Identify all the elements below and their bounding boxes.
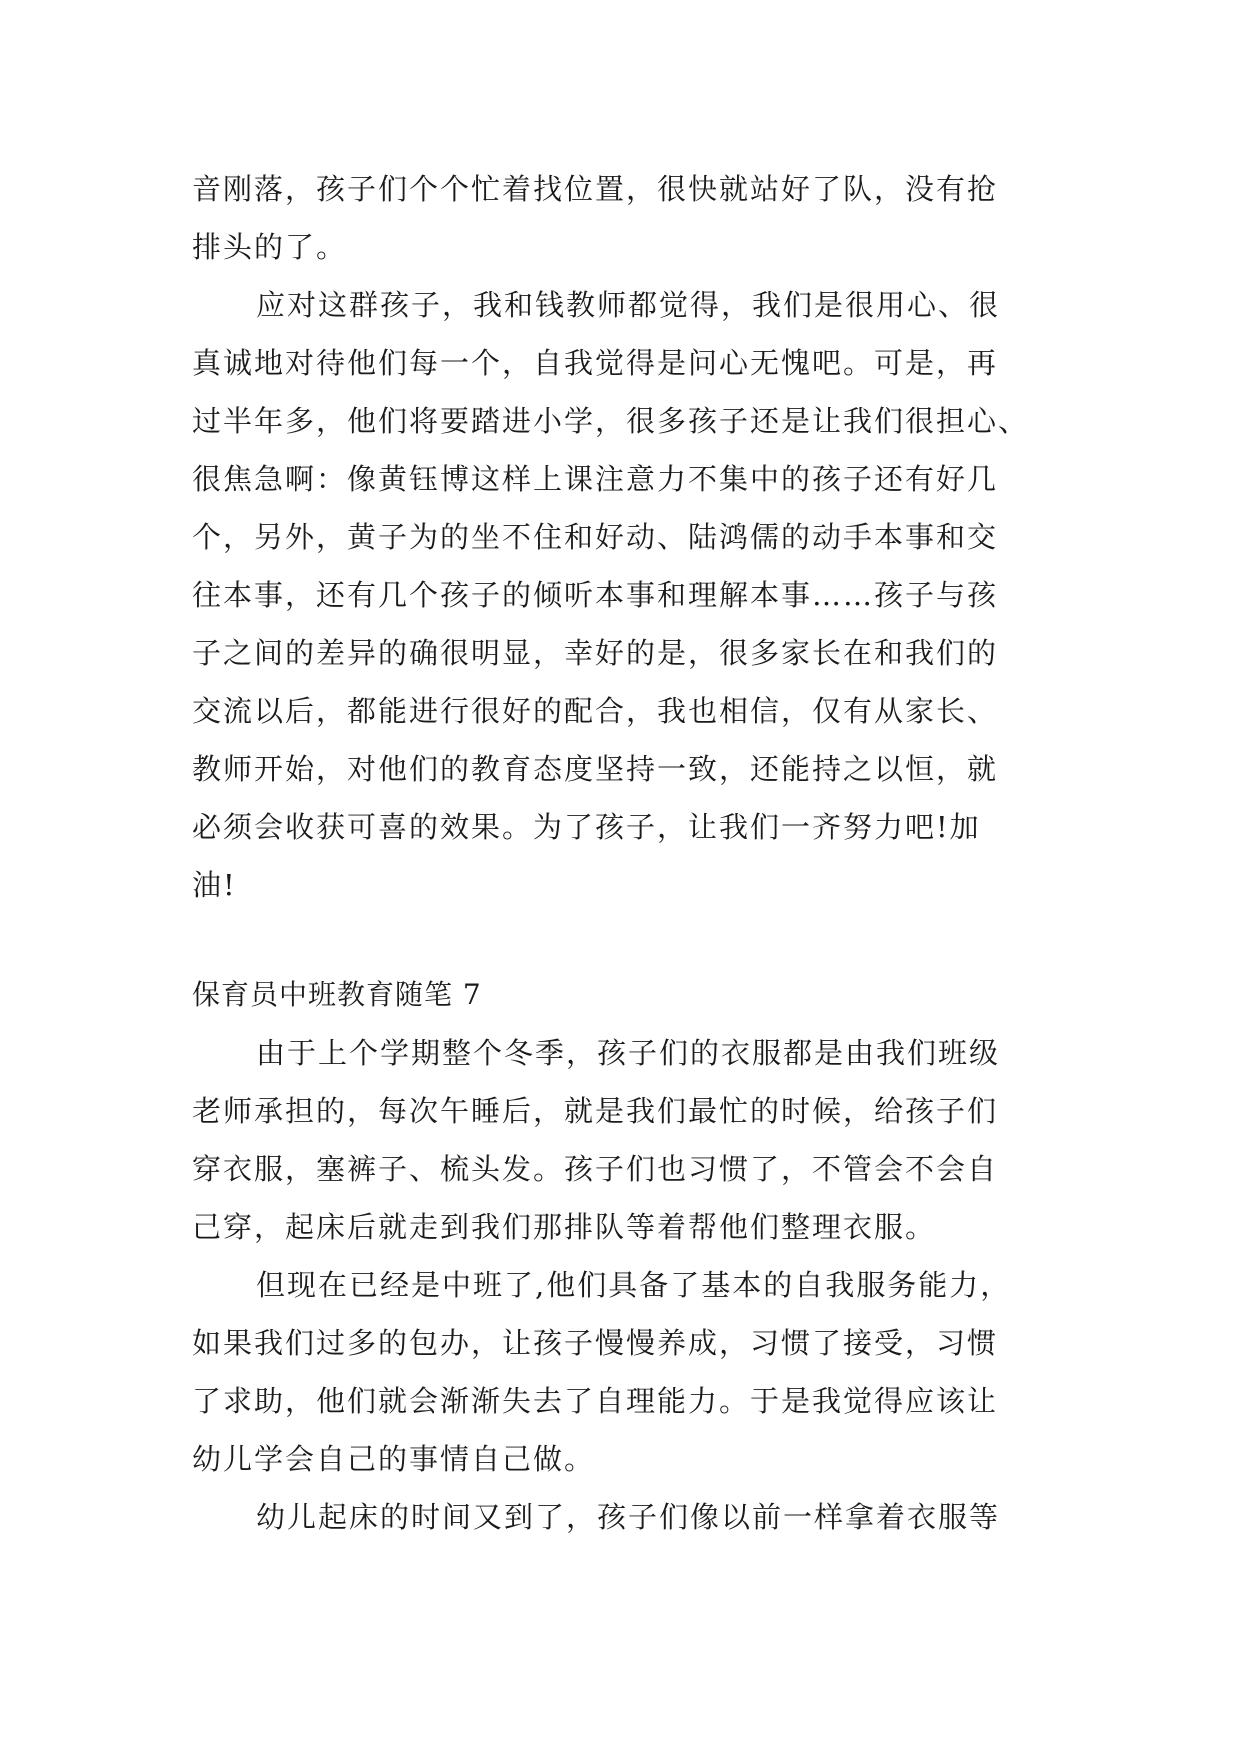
paragraph-line: 己穿，起床后就走到我们那排队等着帮他们整理衣服。 xyxy=(192,1210,937,1244)
paragraph-line: 往本事，还有几个孩子的倾听本事和理解本事……孩子与孩 xyxy=(192,578,999,612)
paragraph-line: 但现在已经是中班了,他们具备了基本的自我服务能力， xyxy=(256,1268,1012,1302)
paragraph-line: 很焦急啊：像黄钰博这样上课注意力不集中的孩子还有好几 xyxy=(192,462,999,496)
paragraph-line: 幼儿起床的时间又到了，孩子们像以前一样拿着衣服等 xyxy=(256,1500,1001,1534)
paragraph-line: 音刚落，孩子们个个忙着找位置，很快就站好了队，没有抢 xyxy=(192,172,999,206)
paragraph-line: 如果我们过多的包办，让孩子慢慢养成，习惯了接受，习惯 xyxy=(192,1326,999,1360)
paragraph-line: 交流以后，都能进行很好的配合，我也相信，仅有从家长、 xyxy=(192,694,999,728)
section-title: 保育员中班教育随笔 7 xyxy=(192,978,482,1011)
paragraph-line: 油! xyxy=(192,868,237,902)
paragraph-line: 过半年多，他们将要踏进小学，很多孩子还是让我们很担心、 xyxy=(192,404,1030,438)
paragraph-line: 子之间的差异的确很明显，幸好的是，很多家长在和我们的 xyxy=(192,636,999,670)
paragraph-line: 个，另外，黄子为的坐不住和好动、陆鸿儒的动手本事和交 xyxy=(192,520,999,554)
paragraph-line: 穿衣服，塞裤子、梳头发。孩子们也习惯了，不管会不会自 xyxy=(192,1152,999,1186)
document-body xyxy=(192,160,1052,1546)
paragraph-line: 排头的了。 xyxy=(192,230,348,264)
paragraph-line: 应对这群孩子，我和钱教师都觉得，我们是很用心、很 xyxy=(256,288,1001,322)
section-spacer xyxy=(192,914,1052,966)
paragraph-line: 由于上个学期整个冬季，孩子们的衣服都是由我们班级 xyxy=(256,1036,1001,1070)
paragraph-line: 幼儿学会自己的事情自己做。 xyxy=(192,1442,596,1476)
paragraph-line: 了求助，他们就会渐渐失去了自理能力。于是我觉得应该让 xyxy=(192,1384,999,1418)
paragraph-line: 真诚地对待他们每一个，自我觉得是问心无愧吧。可是，再 xyxy=(192,346,999,380)
paragraph-line: 教师开始，对他们的教育态度坚持一致，还能持之以恒，就 xyxy=(192,752,999,786)
paragraph-line: 老师承担的，每次午睡后，就是我们最忙的时候，给孩子们 xyxy=(192,1094,999,1128)
paragraph-line: 必须会收获可喜的效果。为了孩子，让我们一齐努力吧!加 xyxy=(192,810,981,844)
